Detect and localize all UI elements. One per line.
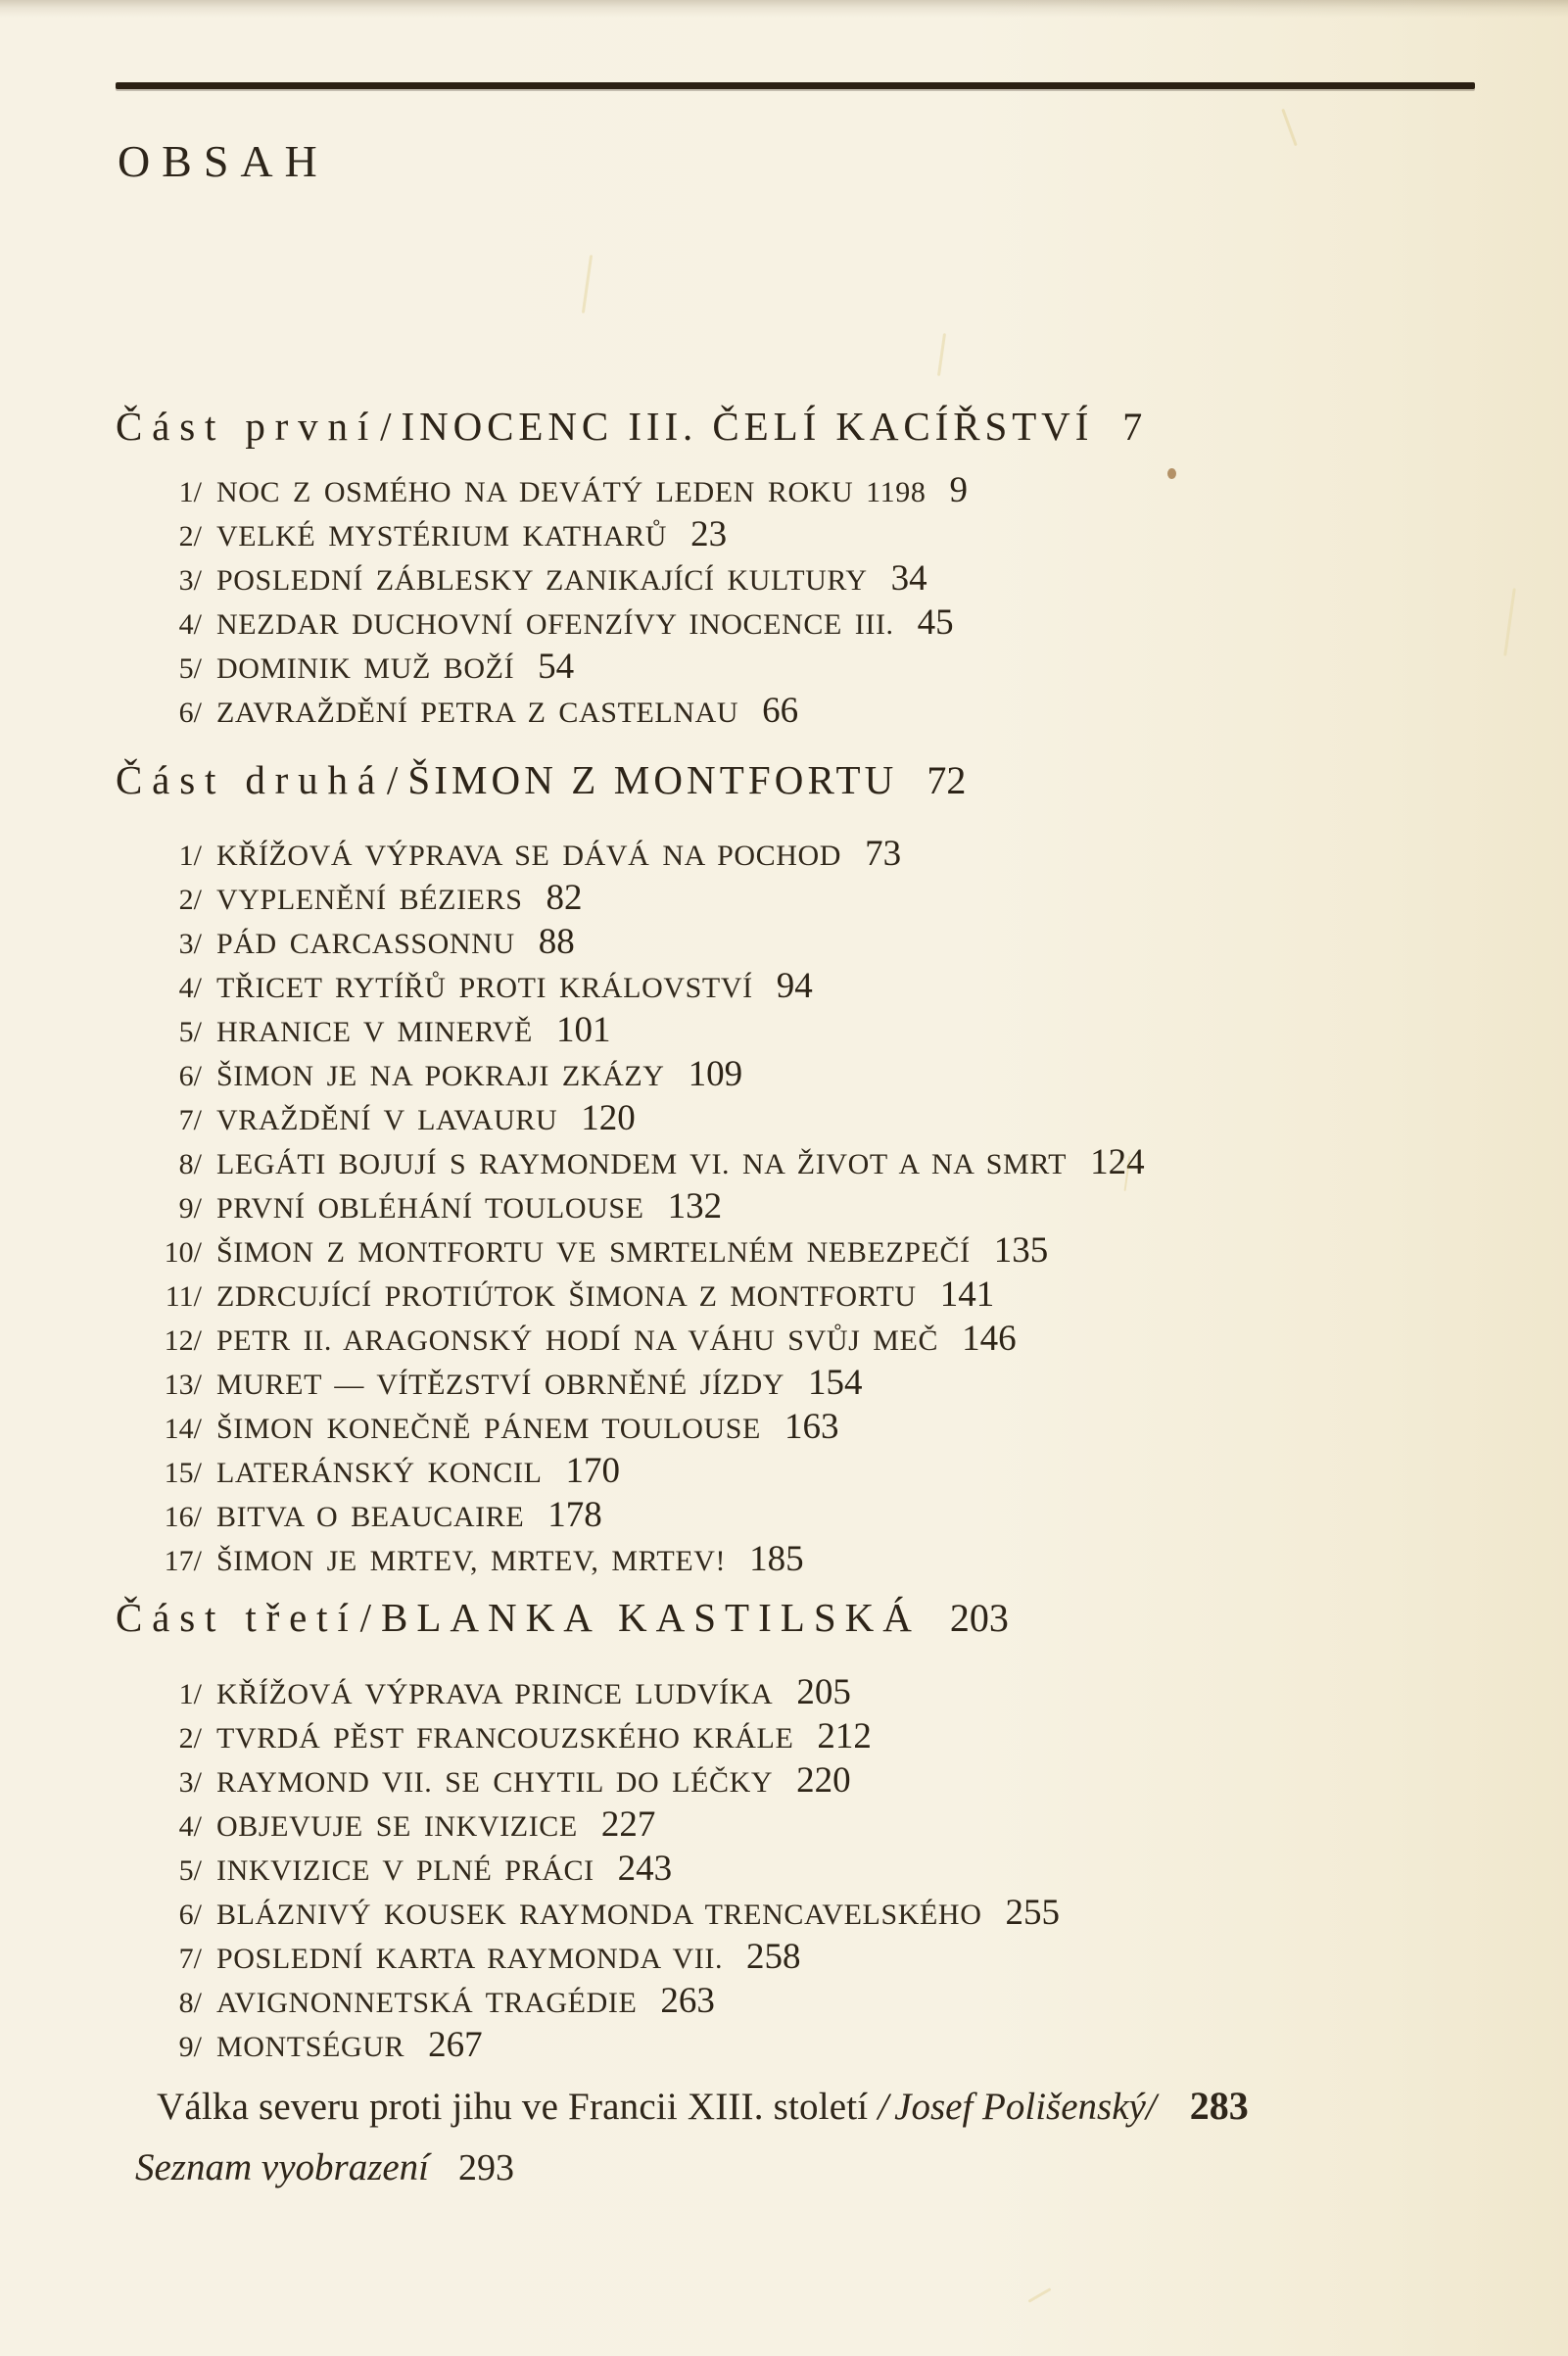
toc-item-number: 9/	[178, 1192, 202, 1225]
toc-item-page: 82	[546, 878, 583, 918]
toc-item-page: 227	[600, 1804, 656, 1845]
toc-item-number: 14/	[164, 1413, 202, 1445]
essay-author: Josef Polišenský	[894, 2086, 1146, 2128]
toc-item-title: INKVIZICE V PLNÉ PRÁCI	[216, 1854, 594, 1887]
toc-item-title: NEZDAR DUCHOVNÍ OFENZÍVY INOCENCE III.	[216, 608, 894, 641]
separator-slash: /	[878, 2086, 889, 2128]
toc-item	[147, 1847, 1060, 1891]
toc-item-title: ŠIMON KONEČNĚ PÁNEM TOULOUSE	[216, 1413, 761, 1445]
toc-item-title: OBJEVUJE SE INKVIZICE	[216, 1810, 578, 1843]
toc-item	[147, 876, 1145, 920]
toc-item-title: VRAŽDĚNÍ V LAVAURU	[216, 1104, 558, 1136]
chapter-list-part-1	[147, 468, 968, 733]
toc-item-page: 154	[808, 1363, 863, 1403]
toc-item-title: MONTSÉGUR	[216, 2031, 405, 2063]
toc-item-title: HRANICE V MINERVĚ	[216, 1016, 533, 1048]
toc-item-title: PETR II. ARAGONSKÝ HODÍ NA VÁHU SVŮJ MEČ	[216, 1324, 939, 1357]
toc-item	[147, 1140, 1145, 1184]
chapter-list-part-2	[147, 832, 1145, 1581]
toc-item-number: 8/	[178, 1148, 202, 1180]
toc-item-number: 3/	[178, 928, 202, 960]
toc-item-number: 3/	[178, 1766, 202, 1799]
separator-slash: /	[359, 1595, 371, 1640]
toc-item-page: 212	[817, 1716, 872, 1756]
toc-item	[147, 1052, 1145, 1096]
illustrations-list-title: Seznam vyobrazení	[135, 2146, 430, 2188]
toc-item-page: 94	[776, 966, 813, 1006]
toc-item-page: 185	[749, 1539, 804, 1579]
toc-item-page: 66	[762, 691, 799, 731]
toc-item-title: VELKÉ MYSTÉRIUM KATHARŮ	[216, 520, 668, 553]
paper-streak	[1503, 588, 1516, 656]
toc-item	[147, 1449, 1145, 1493]
toc-item-title: ZAVRAŽDĚNÍ PETRA Z CASTELNAU	[216, 697, 739, 729]
toc-item-page: 120	[581, 1098, 636, 1138]
toc-item-title: BLÁZNIVÝ KOUSEK RAYMONDA TRENCAVELSKÉHO	[216, 1899, 982, 1931]
toc-item-page: 267	[428, 2025, 483, 2065]
toc-item-page: 54	[538, 647, 575, 687]
toc-item	[147, 1008, 1145, 1052]
toc-item-page: 178	[547, 1495, 602, 1535]
toc-item-page: 132	[667, 1186, 723, 1226]
section-heading-part-3	[116, 1595, 1009, 1641]
toc-item	[147, 1317, 1145, 1361]
toc-item-number: 2/	[178, 1722, 202, 1755]
part-page-number: 203	[949, 1596, 1009, 1640]
toc-item-number: 1/	[178, 840, 202, 872]
toc-item-page: 263	[660, 1981, 715, 2021]
chapter-list-part-3	[147, 1670, 1060, 2067]
toc-item-number: 2/	[178, 884, 202, 916]
toc-item	[147, 1758, 1060, 1803]
toc-item	[147, 1096, 1145, 1140]
toc-item-page: 220	[796, 1760, 851, 1801]
section-heading-part-1	[116, 404, 1142, 450]
toc-item-title: KŘÍŽOVÁ VÝPRAVA SE DÁVÁ NA POCHOD	[216, 840, 842, 872]
toc-item-page: 23	[690, 514, 728, 554]
toc-item	[147, 832, 1145, 876]
toc-item-title: LEGÁTI BOJUJÍ S RAYMONDEM VI. NA ŽIVOT A NA SMRT	[216, 1148, 1068, 1180]
toc-item-title: RAYMOND VII. SE CHYTIL DO LÉČKY	[216, 1766, 774, 1799]
toc-item	[147, 645, 968, 689]
toc-item	[147, 964, 1145, 1008]
toc-item-page: 124	[1090, 1142, 1145, 1182]
toc-item-number: 4/	[178, 608, 202, 641]
toc-item-number: 5/	[178, 1854, 202, 1887]
paper-streak	[937, 333, 946, 376]
toc-item-number: 1/	[178, 1678, 202, 1710]
toc-item-page: 163	[784, 1407, 839, 1447]
toc-item-page: 205	[796, 1672, 851, 1712]
toc-item	[147, 1803, 1060, 1847]
essay-entry	[157, 2083, 1249, 2129]
toc-item-page: 88	[538, 922, 575, 962]
top-rule	[116, 82, 1475, 89]
toc-item-title: KŘÍŽOVÁ VÝPRAVA PRINCE LUDVÍKA	[216, 1678, 774, 1710]
paper-streak	[582, 255, 593, 313]
toc-item	[147, 920, 1145, 964]
toc-item-page: 141	[939, 1274, 995, 1315]
toc-item-number: 5/	[178, 1016, 202, 1048]
toc-item-title: ZDRCUJÍCÍ PROTIÚTOK ŠIMONA Z MONTFORTU	[216, 1280, 917, 1313]
toc-item	[147, 1228, 1145, 1273]
toc-item-page: 135	[993, 1230, 1049, 1271]
toc-item-number: 1/	[178, 476, 202, 508]
essay-title: Válka severu proti jihu ve Francii XIII. století	[157, 2086, 869, 2128]
illustrations-list-entry	[135, 2145, 514, 2189]
toc-item-title: ŠIMON Z MONTFORTU VE SMRTELNÉM NEBEZPEČÍ	[216, 1236, 971, 1269]
toc-item	[147, 1714, 1060, 1758]
toc-item-number: 7/	[178, 1943, 202, 1975]
part-label: Část druhá	[116, 757, 385, 802]
paper-streak	[1281, 109, 1298, 147]
separator-slash: /	[386, 757, 399, 802]
toc-item	[147, 1537, 1145, 1581]
toc-item	[147, 512, 968, 556]
toc-item-page: 146	[962, 1319, 1017, 1359]
toc-item-number: 6/	[178, 1060, 202, 1092]
part-label: Část třetí	[116, 1595, 358, 1640]
toc-item-title: PÁD CARCASSONNU	[216, 928, 515, 960]
toc-item-title: POSLEDNÍ ZÁBLESKY ZANIKAJÍCÍ KULTURY	[216, 564, 868, 597]
toc-item	[147, 2023, 1060, 2067]
toc-item-number: 5/	[178, 652, 202, 685]
toc-item	[147, 1935, 1060, 1979]
toc-item-number: 6/	[178, 1899, 202, 1931]
toc-item	[147, 601, 968, 645]
toc-item-title: ŠIMON JE NA POKRAJI ZKÁZY	[216, 1060, 665, 1092]
toc-item	[147, 1493, 1145, 1537]
toc-item-number: 10/	[164, 1236, 202, 1269]
toc-item-title: ŠIMON JE MRTEV, MRTEV, MRTEV!	[216, 1545, 727, 1577]
toc-item-title: POSLEDNÍ KARTA RAYMONDA VII.	[216, 1943, 724, 1975]
toc-item-number: 11/	[165, 1280, 202, 1313]
essay-page: 283	[1189, 2084, 1249, 2128]
toc-item-number: 12/	[164, 1324, 202, 1357]
toc-item-page: 258	[746, 1937, 801, 1977]
part-label: Část první	[116, 404, 379, 449]
toc-item	[147, 1405, 1145, 1449]
toc-item	[147, 556, 968, 601]
separator-slash: /	[380, 404, 392, 449]
toc-item-page: 243	[617, 1849, 673, 1889]
toc-item-title: BITVA O BEAUCAIRE	[216, 1501, 525, 1533]
section-heading-part-2	[116, 757, 966, 803]
toc-item-number: 4/	[178, 972, 202, 1004]
toc-item-number: 16/	[164, 1501, 202, 1533]
toc-item-page: 34	[890, 558, 927, 599]
toc-item-number: 15/	[164, 1457, 202, 1489]
toc-item-number: 3/	[178, 564, 202, 597]
toc-item-title: DOMINIK MUŽ BOŽÍ	[216, 652, 515, 685]
toc-item-title: NOC Z OSMÉHO NA DEVÁTÝ LEDEN ROKU 1198	[216, 476, 927, 508]
toc-item-title: MURET — VÍTĚZSTVÍ OBRNĚNÉ JÍZDY	[216, 1369, 784, 1401]
toc-item-number: 8/	[178, 1987, 202, 2019]
toc-item-page: 109	[688, 1054, 743, 1094]
toc-item-title: VYPLENĚNÍ BÉZIERS	[216, 884, 523, 916]
toc-item-number: 9/	[178, 2031, 202, 2063]
toc-item	[147, 1670, 1060, 1714]
paper-streak	[1027, 2287, 1051, 2303]
part-title: BLANKA KASTILSKÁ	[380, 1595, 921, 1640]
toc-item-number: 17/	[164, 1545, 202, 1577]
toc-item-page: 170	[565, 1451, 620, 1491]
toc-item-page: 255	[1005, 1893, 1060, 1933]
toc-item-title: AVIGNONNETSKÁ TRAGÉDIE	[216, 1987, 638, 2019]
toc-item	[147, 1273, 1145, 1317]
paper-speck	[1167, 468, 1176, 479]
toc-item-number: 13/	[164, 1369, 202, 1401]
toc-item-page: 73	[865, 834, 902, 874]
part-page-number: 7	[1122, 405, 1143, 449]
toc-item-page: 101	[555, 1010, 611, 1050]
toc-item-number: 2/	[178, 520, 202, 553]
toc-item-page: 9	[949, 470, 968, 510]
toc-item	[147, 1979, 1060, 2023]
toc-item	[147, 689, 968, 733]
toc-item-number: 4/	[178, 1810, 202, 1843]
part-title: INOCENC III. ČELÍ KACÍŘSTVÍ	[401, 404, 1094, 449]
illustrations-list-page: 293	[458, 2147, 515, 2188]
separator-slash: /	[1145, 2086, 1157, 2128]
toc-item-page: 45	[917, 602, 954, 643]
toc-item	[147, 1361, 1145, 1405]
toc-item-number: 6/	[178, 697, 202, 729]
toc-item-title: TŘICET RYTÍŘŮ PROTI KRÁLOVSTVÍ	[216, 972, 753, 1004]
toc-item	[147, 1184, 1145, 1228]
toc-item-title: LATERÁNSKÝ KONCIL	[216, 1457, 543, 1489]
toc-item-title: PRVNÍ OBLÉHÁNÍ TOULOUSE	[216, 1192, 644, 1225]
part-title: ŠIMON Z MONTFORTU	[407, 757, 898, 802]
page-title: OBSAH	[118, 136, 329, 186]
toc-item	[147, 468, 968, 512]
toc-item	[147, 1891, 1060, 1935]
toc-item-title: TVRDÁ PĚST FRANCOUZSKÉHO KRÁLE	[216, 1722, 794, 1755]
toc-item-number: 7/	[178, 1104, 202, 1136]
part-page-number: 72	[927, 758, 967, 802]
